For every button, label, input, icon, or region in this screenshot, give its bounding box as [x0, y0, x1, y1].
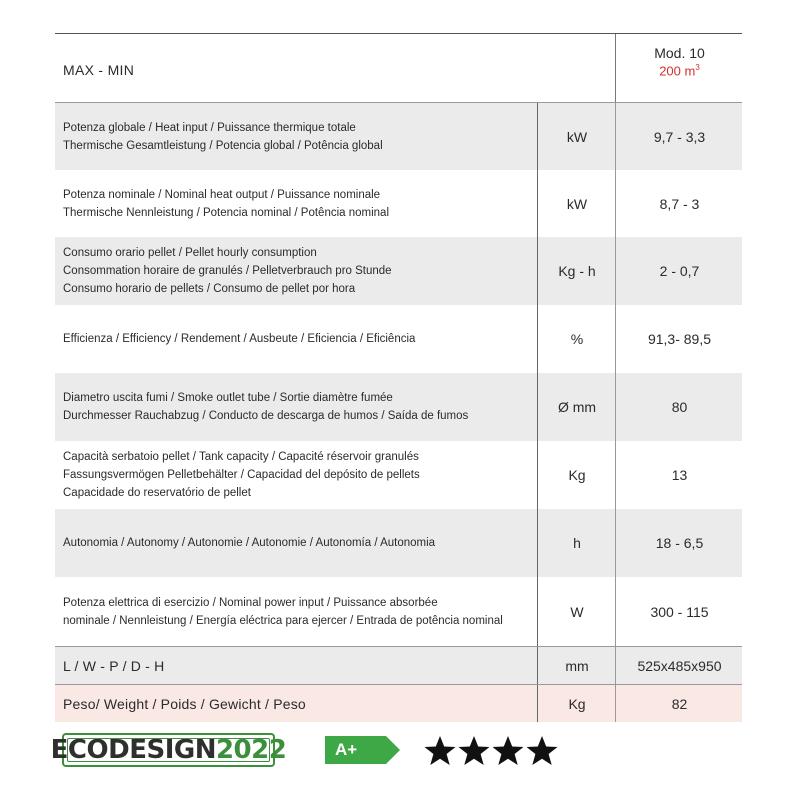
row-line: Thermische Nennleistung / Potencia nominal / Potência nominal — [63, 206, 390, 219]
row-line: Potenza elettrica di esercizio / Nominal power input / Puissance absorbée — [63, 596, 438, 609]
row-description — [63, 305, 533, 373]
table-row — [55, 103, 742, 170]
row-description — [63, 170, 533, 237]
star-icon — [424, 735, 456, 767]
row-line: Thermische Gesamtleistung / Potencia global / Potência global — [63, 139, 383, 152]
table-row — [55, 646, 742, 684]
row-value: 80 — [615, 373, 743, 441]
row-value: 82 — [615, 685, 743, 722]
star-icon — [492, 735, 524, 767]
header-row — [55, 34, 742, 102]
table-row — [55, 373, 742, 441]
table-row — [55, 684, 742, 722]
table-row — [55, 577, 742, 646]
energy-class-badge — [325, 736, 400, 764]
row-line: Potenza nominale / Nominal heat output / Puissance nominale — [63, 188, 381, 201]
model-volume-text: 200 m — [659, 63, 696, 79]
row-line: Efficienza / Efficiency / Rendement / Ausbeute / Eficiencia / Eficiência — [63, 333, 416, 345]
model-volume-sup: 3 — [695, 63, 700, 72]
row-line: Durchmesser Rauchabzug / Conducto de descarga de humos / Saída de fumos — [63, 410, 469, 422]
model-volume — [616, 63, 743, 78]
row-line: Autonomia / Autonomy / Autonomie / Autonomie / Autonomía / Autonomia — [63, 537, 436, 549]
row-unit: % — [537, 305, 616, 373]
spec-rows — [55, 102, 742, 722]
ecodesign-year: 2022 — [215, 735, 287, 765]
footer-badges — [50, 733, 562, 773]
row-unit: h — [537, 509, 616, 577]
row-value: 91,3- 89,5 — [615, 305, 743, 373]
table-row — [55, 509, 742, 577]
row-line: Fassungsvermögen Pelletbehälter / Capacidad del depósito de pellets — [63, 469, 420, 481]
row-value: 300 - 115 — [615, 577, 743, 646]
row-description — [63, 509, 533, 577]
row-value: 13 — [615, 441, 743, 509]
row-line: Peso/ Weight / Poids / Gewicht / Peso — [63, 695, 306, 712]
row-unit: W — [537, 577, 616, 646]
row-line: Consumo horario de pellets / Consumo de pellet por hora — [63, 283, 356, 295]
model-cell — [615, 34, 743, 102]
row-line: nominale / Nennleistung / Energía eléctrica para ejercer / Entrada de potência nominal — [63, 614, 503, 627]
star-icon — [458, 735, 490, 767]
row-description — [63, 647, 533, 684]
ecodesign-design: DESIGN — [108, 735, 216, 765]
ecodesign-eco: ECO — [50, 735, 109, 765]
row-description — [63, 373, 533, 441]
row-description — [63, 685, 533, 722]
row-unit: kW — [537, 103, 616, 170]
row-line: Capacità serbatoio pellet / Tank capacity / Capacité réservoir granulés — [63, 451, 419, 463]
row-value: 2 - 0,7 — [615, 237, 743, 305]
table-row — [55, 170, 742, 237]
row-line: Potenza globale / Heat input / Puissance thermique totale — [63, 121, 356, 134]
row-unit: Kg — [537, 685, 616, 722]
energy-class-label: A+ — [335, 740, 358, 759]
model-name: Mod. 10 — [654, 45, 705, 61]
row-value: 525x485x950 — [615, 647, 743, 684]
row-description — [63, 103, 533, 170]
row-value: 9,7 - 3,3 — [615, 103, 743, 170]
row-line: Consumo orario pellet / Pellet hourly consumption — [63, 247, 317, 259]
star-rating — [424, 735, 558, 767]
row-description — [63, 237, 533, 305]
row-line: L / W - P / D - H — [63, 657, 165, 674]
row-unit: Kg - h — [537, 237, 616, 305]
ecodesign-logo — [50, 733, 287, 767]
table-row — [55, 237, 742, 305]
row-line: Diametro uscita fumi / Smoke outlet tube / Sortie diamètre fumée — [63, 392, 393, 404]
row-unit: mm — [537, 647, 616, 684]
row-value: 18 - 6,5 — [615, 509, 743, 577]
row-line: Consommation horaire de granulés / Pelletverbrauch pro Stunde — [63, 265, 392, 277]
row-unit: Kg — [537, 441, 616, 509]
row-value: 8,7 - 3 — [615, 170, 743, 237]
star-icon — [526, 735, 558, 767]
row-unit: kW — [537, 170, 616, 237]
ecodesign-inner-border — [67, 738, 270, 762]
row-unit: Ø mm — [537, 373, 616, 441]
table-row — [55, 441, 742, 509]
row-line: Capacidade do reservatório de pellet — [63, 487, 251, 499]
header-label: MAX - MIN — [63, 62, 135, 78]
row-description — [63, 577, 533, 646]
row-description — [63, 441, 533, 509]
table-row — [55, 305, 742, 373]
